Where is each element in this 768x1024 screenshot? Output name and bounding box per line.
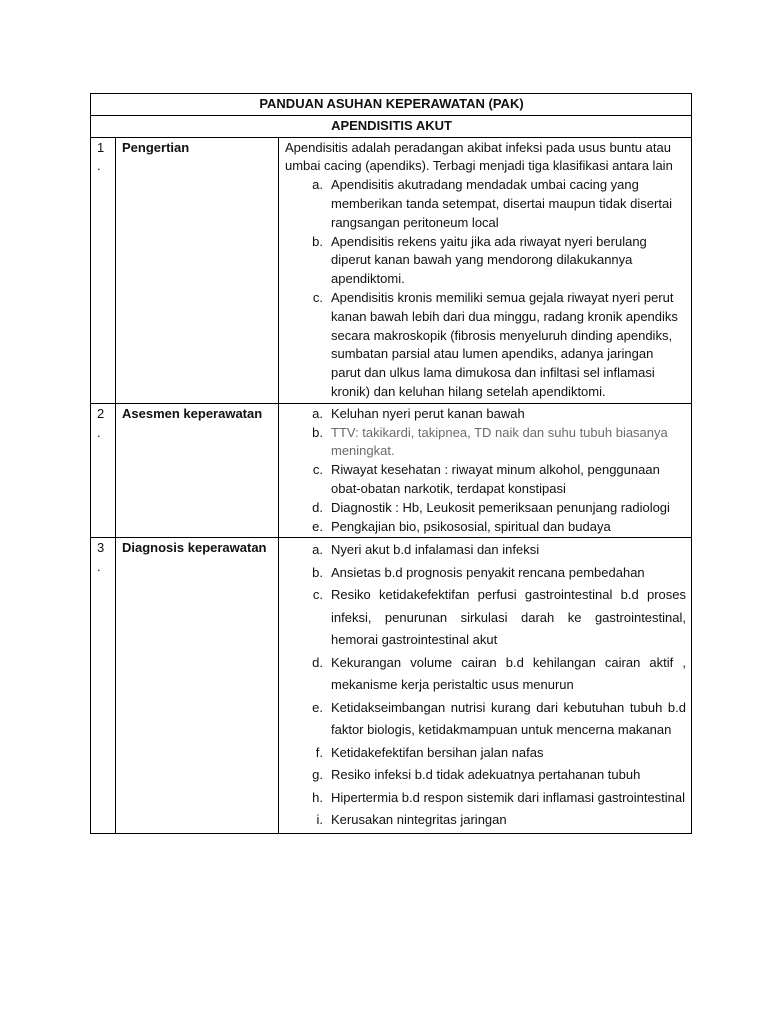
section-content: [279, 403, 692, 538]
list-marker: b.: [312, 564, 323, 580]
title-row: [91, 94, 692, 116]
list-text: Keluhan nyeri perut kanan bawah: [331, 405, 525, 421]
section-number-dot: .: [97, 158, 101, 174]
list-marker: c.: [312, 289, 323, 305]
list-item: [285, 562, 686, 585]
section-label: Asesmen keperawatan: [116, 403, 279, 538]
section-row-diagnosis: [91, 538, 692, 834]
list-text: Kekurangan volume cairan b.d kehilangan cairan aktif , mekanisme kerja peristaltic usus menurun: [331, 654, 686, 693]
list-text: Ketidakseimbangan nutrisi kurang dari kebutuhan tubuh b.d faktor biologis, ketidakmampuan untuk mencerna makanan: [331, 699, 686, 738]
list-item: [285, 584, 686, 652]
list-marker: c.: [312, 462, 323, 478]
list-text: Nyeri akut b.d infalamasi dan infeksi: [331, 542, 540, 558]
section-row-asesmen: [91, 403, 692, 538]
list-marker: a.: [312, 405, 323, 421]
list-item: [285, 697, 686, 742]
list-marker: c.: [312, 587, 323, 603]
list-marker: b.: [312, 233, 323, 249]
section-number-cell: [91, 403, 116, 538]
list-text: Riwayat kesehatan : riwayat minum alkohol, penggunaan obat-obatan narkotik, terdapat konstipasi: [331, 462, 660, 496]
list-marker: e.: [312, 518, 323, 534]
list-item: [285, 539, 686, 562]
list-text: TTV: takikardi, takipnea, TD naik dan suhu tubuh biasanya meningkat.: [331, 424, 668, 459]
list-item: [285, 742, 686, 765]
assessment-list: [285, 405, 686, 537]
list-text: Ansietas b.d prognosis penyakit rencana pembedahan: [331, 564, 645, 580]
list-item: [285, 499, 686, 518]
list-item: [285, 405, 686, 424]
subtitle-row: [91, 115, 692, 137]
list-marker: d.: [312, 499, 323, 515]
list-marker: b.: [312, 424, 323, 440]
list-item: [285, 424, 686, 462]
section-number-cell: [91, 538, 116, 834]
list-text: Apendisitis kronis memiliki semua gejala riwayat nyeri perut kanan bawah lebih dari dua minggu, radang kronik apendiks secara makroskopik (fibrosis menyeluruh dinding apendiks, sumbatan parsial atau lumen apendiks, adanya jaringan parut dan ulkus lama dimukosa dan infiltasi sel inflamasi kronik) dan keluhan hilang setelah apendiktomi.: [331, 289, 678, 399]
section-number-dot: .: [97, 559, 101, 575]
document-title: PANDUAN ASUHAN KEPERAWATAN (PAK): [91, 94, 692, 116]
list-item: [285, 461, 686, 499]
section-number-dot: .: [97, 424, 101, 440]
diagnosis-list: [285, 539, 686, 832]
list-marker: i.: [316, 812, 323, 828]
section-row-pengertian: [91, 137, 692, 403]
section-number: 2: [97, 405, 105, 421]
section-label: Diagnosis keperawatan: [116, 538, 279, 834]
section-content: [279, 137, 692, 403]
list-text: Apendisitis rekens yaitu jika ada riwayat nyeri berulang diperut kanan bawah yang mendorong dilakukannya apendiktomi.: [331, 233, 647, 287]
list-text: Resiko ketidakefektifan perfusi gastrointestinal b.d proses infeksi, penurunan sirkulasi darah ke gastrointestinal, hemorai gastrointestinal akut: [331, 587, 686, 648]
list-marker: h.: [312, 789, 323, 805]
pak-table: [90, 93, 692, 834]
list-marker: a.: [312, 542, 323, 558]
list-item: [285, 233, 686, 289]
list-text: Ketidakefektifan bersihan jalan nafas: [331, 744, 544, 760]
list-text: Hipertermia b.d respon sistemik dari inflamasi gastrointestinal: [331, 789, 686, 805]
list-marker: d.: [312, 654, 323, 670]
list-text: Pengkajian bio, psikososial, spiritual dan budaya: [331, 518, 611, 534]
list-item: [285, 787, 686, 810]
list-item: [285, 652, 686, 697]
section-intro: Apendisitis adalah peradangan akibat infeksi pada usus buntu atau umbai cacing (apendiks). Terbagi menjadi tiga klasifikasi antara lain: [285, 139, 673, 174]
document-subtitle: APENDISITIS AKUT: [91, 115, 692, 137]
section-number-cell: [91, 137, 116, 403]
list-marker: f.: [315, 744, 323, 760]
list-item: [285, 518, 686, 537]
list-item: [285, 289, 686, 402]
classification-list: [285, 176, 686, 402]
section-content: [279, 538, 692, 834]
list-marker: e.: [312, 699, 323, 715]
list-text: Diagnostik : Hb, Leukosit pemeriksaan penunjang radiologi: [331, 499, 670, 515]
list-item: [285, 764, 686, 787]
list-item: [285, 176, 686, 232]
section-label: Pengertian: [116, 137, 279, 403]
list-text: Apendisitis akutradang mendadak umbai cacing yang memberikan tanda setempat, disertai maupun tidak disertai rangsangan peritoneum local: [331, 177, 673, 230]
list-item: [285, 809, 686, 832]
list-text: Kerusakan nintegritas jaringan: [331, 812, 507, 828]
section-number: 1: [97, 139, 105, 155]
section-number: 3: [97, 540, 105, 556]
list-text: Resiko infeksi b.d tidak adekuatnya pertahanan tubuh: [331, 767, 641, 783]
list-marker: g.: [312, 767, 323, 783]
list-marker: a.: [312, 177, 323, 193]
